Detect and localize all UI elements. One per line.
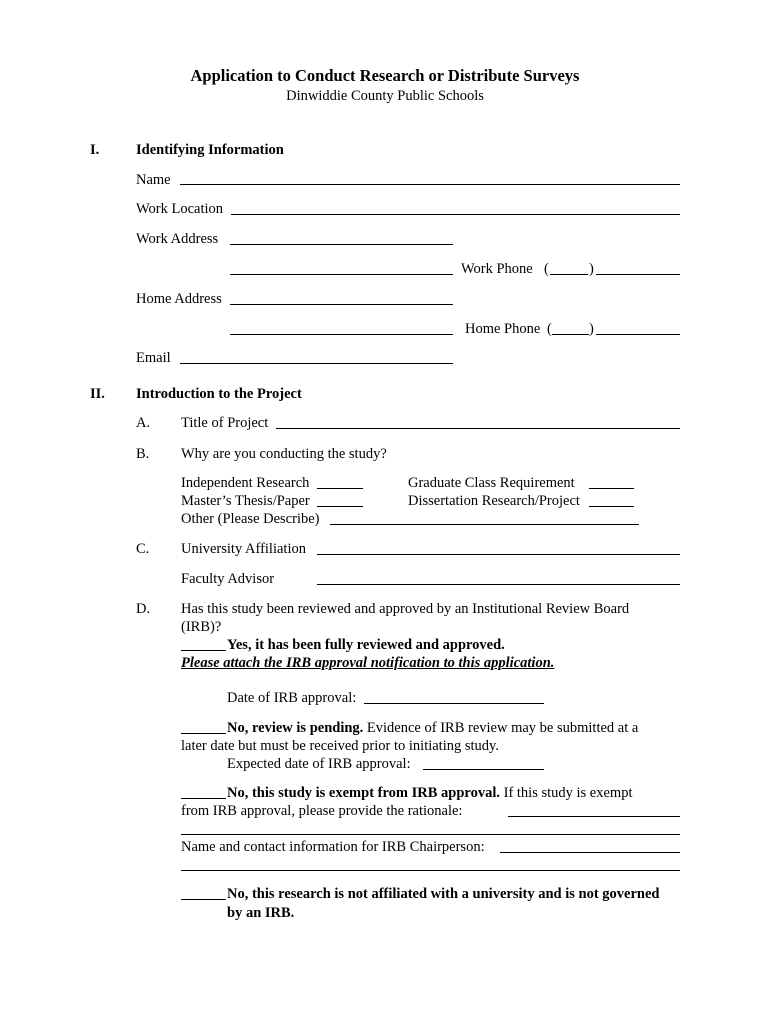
irb-question-line1: Has this study been reviewed and approved by an Institutional Review Board bbox=[181, 601, 630, 617]
dissertation-field[interactable] bbox=[589, 506, 634, 507]
item-b-letter: B. bbox=[136, 446, 150, 462]
section-1-heading: Identifying Information bbox=[136, 142, 284, 158]
other-describe-label: Other (Please Describe) bbox=[181, 511, 320, 527]
title-of-project-field[interactable] bbox=[276, 428, 680, 429]
graduate-class-label: Graduate Class Requirement bbox=[408, 475, 575, 491]
work-phone-paren-open: ( bbox=[544, 261, 549, 277]
email-field[interactable] bbox=[180, 363, 453, 364]
faculty-advisor-field[interactable] bbox=[317, 584, 680, 585]
email-label: Email bbox=[136, 350, 171, 366]
work-phone-label: Work Phone bbox=[461, 261, 533, 277]
item-a-letter: A. bbox=[136, 415, 151, 431]
irb-yes-field[interactable] bbox=[181, 650, 226, 651]
irb-approval-date-field[interactable] bbox=[364, 703, 544, 704]
masters-thesis-field[interactable] bbox=[317, 506, 363, 507]
exempt-rationale-field-line2[interactable] bbox=[181, 834, 680, 835]
exempt-rationale-field-line1[interactable] bbox=[508, 816, 680, 817]
home-phone-number-field[interactable] bbox=[596, 334, 680, 335]
irb-pending-field[interactable] bbox=[181, 733, 226, 734]
irb-exempt-text bbox=[227, 784, 633, 802]
work-phone-number-field[interactable] bbox=[596, 274, 680, 275]
irb-pending-text bbox=[227, 719, 638, 737]
work-location-field[interactable] bbox=[231, 214, 680, 215]
work-address-field-line1[interactable] bbox=[230, 244, 453, 245]
work-phone-paren-close: ) bbox=[589, 261, 594, 277]
irb-exempt-rest: If this study is exempt bbox=[499, 785, 633, 801]
irb-chair-label: Name and contact information for IRB Chairperson: bbox=[181, 839, 485, 855]
irb-chair-field-line1[interactable] bbox=[500, 852, 680, 853]
expected-irb-date-label: Expected date of IRB approval: bbox=[227, 756, 411, 772]
masters-thesis-label: Master’s Thesis/Paper bbox=[181, 493, 310, 509]
irb-pending-label: No, review is pending. bbox=[227, 720, 364, 736]
section-2-numeral: II. bbox=[90, 386, 105, 402]
irb-approval-date-label: Date of IRB approval: bbox=[227, 690, 357, 706]
irb-exempt-line2: from IRB approval, please provide the rationale: bbox=[181, 803, 463, 819]
expected-irb-date-field[interactable] bbox=[423, 769, 544, 770]
item-d-letter: D. bbox=[136, 601, 151, 617]
irb-pending-rest: Evidence of IRB review may be submitted at a bbox=[363, 720, 639, 736]
not-affiliated-field[interactable] bbox=[181, 899, 226, 900]
irb-question-line2: (IRB)? bbox=[181, 619, 222, 635]
university-affiliation-label: University Affiliation bbox=[181, 541, 306, 557]
irb-chair-field-line2[interactable] bbox=[181, 870, 680, 871]
home-phone-paren-close: ) bbox=[589, 321, 594, 337]
irb-pending-line2: later date but must be received prior to initiating study. bbox=[181, 738, 499, 754]
other-describe-field[interactable] bbox=[330, 524, 639, 525]
work-location-label: Work Location bbox=[136, 201, 224, 217]
irb-exempt-label: No, this study is exempt from IRB approval. bbox=[227, 785, 500, 801]
faculty-advisor-label: Faculty Advisor bbox=[181, 571, 275, 587]
section-2-heading: Introduction to the Project bbox=[136, 386, 302, 402]
section-1-numeral: I. bbox=[90, 142, 100, 158]
home-phone-label: Home Phone bbox=[465, 321, 541, 337]
attach-irb-note: Please attach the IRB approval notification to this application. bbox=[181, 655, 555, 671]
home-address-field-line1[interactable] bbox=[230, 304, 453, 305]
work-phone-area-code-field[interactable] bbox=[550, 274, 588, 275]
independent-research-label: Independent Research bbox=[181, 475, 310, 491]
form-title: Application to Conduct Research or Distribute Surveys bbox=[190, 66, 580, 85]
not-affiliated-label-line2: by an IRB. bbox=[227, 905, 295, 921]
dissertation-label: Dissertation Research/Project bbox=[408, 493, 580, 509]
name-field[interactable] bbox=[180, 184, 680, 185]
home-phone-area-code-field[interactable] bbox=[552, 334, 589, 335]
form-subtitle: Dinwiddie County Public Schools bbox=[286, 88, 484, 104]
home-address-field-line2[interactable] bbox=[230, 334, 453, 335]
work-address-label: Work Address bbox=[136, 231, 219, 247]
name-label: Name bbox=[136, 172, 171, 188]
graduate-class-field[interactable] bbox=[589, 488, 634, 489]
work-address-field-line2[interactable] bbox=[230, 274, 453, 275]
independent-research-field[interactable] bbox=[317, 488, 363, 489]
title-of-project-label: Title of Project bbox=[181, 415, 269, 431]
study-reason-question: Why are you conducting the study? bbox=[181, 446, 387, 462]
home-address-label: Home Address bbox=[136, 291, 222, 307]
item-c-letter: C. bbox=[136, 541, 150, 557]
university-affiliation-field[interactable] bbox=[317, 554, 680, 555]
home-phone-paren-open: ( bbox=[547, 321, 552, 337]
irb-exempt-field[interactable] bbox=[181, 798, 226, 799]
not-affiliated-label-line1: No, this research is not affiliated with a university and is not governed bbox=[227, 886, 660, 902]
irb-yes-label: Yes, it has been fully reviewed and approved. bbox=[227, 637, 505, 653]
